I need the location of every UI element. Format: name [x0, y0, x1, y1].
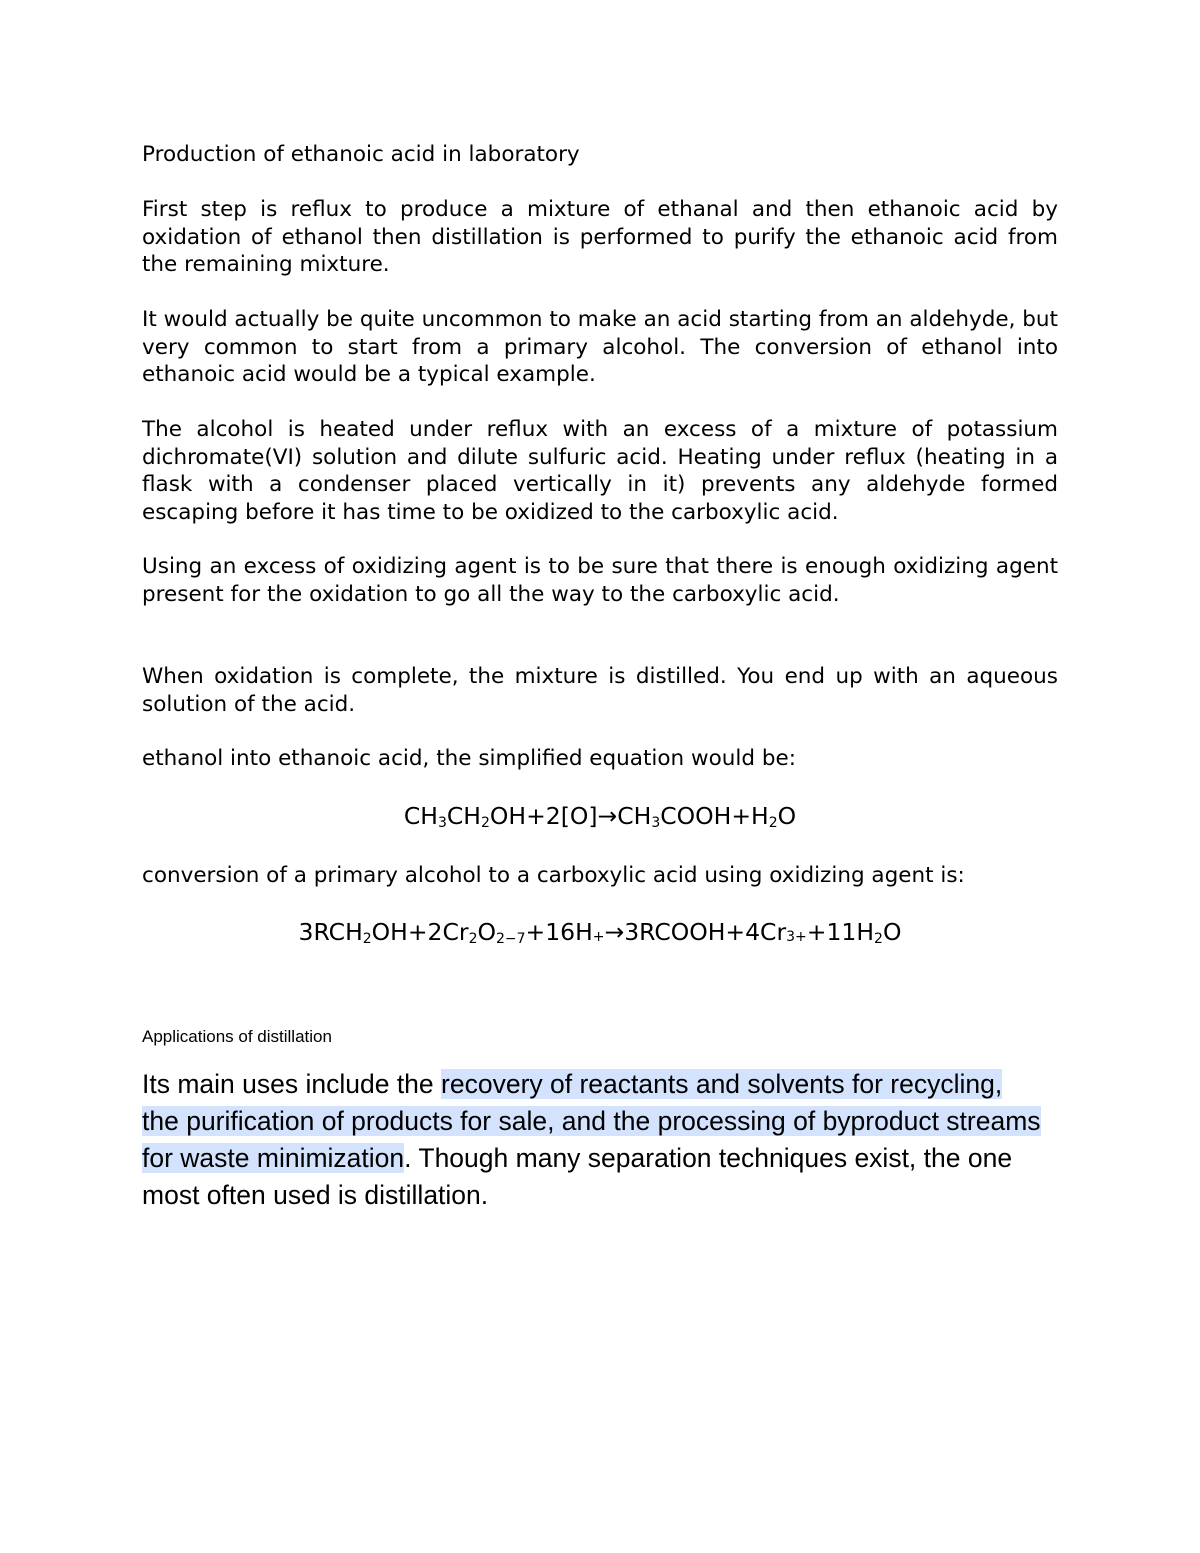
equation-ethanol-oxidation: CH3CH2OH+2[O]→CH3COOH+H2O: [403, 802, 797, 831]
paragraph-reflux-step: First step is reflux to produce a mixture of ethanal and then ethanoic acid by oxidation of ethanol then distillation is performed to purify the ethanoic acid from the remaining mixture.: [142, 197, 1058, 277]
applications-text-before: Its main uses include the: [142, 1069, 442, 1099]
paragraph-conversion-intro: conversion of a primary alcohol to a carboxylic acid using oxidizing agent is:: [142, 863, 965, 888]
applications-heading: Applications of distillation: [142, 1027, 332, 1046]
paragraph-equation-intro: ethanol into ethanoic acid, the simplified equation would be:: [142, 746, 796, 771]
applications-paragraph: [142, 1066, 1042, 1214]
equation-dichromate-oxidation: 3RCH2OH+2Cr2O2−7+16H+→3RCOOH+4Cr3++11H2O: [298, 918, 902, 947]
paragraph-aldehyde-note: It would actually be quite uncommon to make an acid starting from an aldehyde, but very common to start from a primary alcohol. The conversion of ethanol into ethanoic acid would be a typical example.: [142, 307, 1058, 387]
applications-text-after: . Though many separation techniques exist, the one most often used is distillation.: [142, 1143, 1013, 1210]
paragraph-distillation-complete: When oxidation is complete, the mixture is distilled. You end up with an aqueous solution of the acid.: [142, 664, 1058, 717]
document-title: Production of ethanoic acid in laboratory: [142, 142, 580, 167]
highlighted-text-selection[interactable]: recovery of reactants and solvents for recycling, the purification of products for sale, and the processing of byproduct streams for waste minimization: [142, 1069, 1041, 1173]
paragraph-dichromate-reflux: The alcohol is heated under reflux with an excess of a mixture of potassium dichromate(VI) solution and dilute sulfuric acid. Heating under reflux (heating in a flask with a condenser placed vertically in it) prevents any aldehyde formed escaping before it has time to be oxidized to the carboxylic acid.: [142, 417, 1058, 525]
paragraph-excess-oxidizing-agent: Using an excess of oxidizing agent is to be sure that there is enough oxidizing agent present for the oxidation to go all the way to the carboxylic acid.: [142, 554, 1058, 607]
